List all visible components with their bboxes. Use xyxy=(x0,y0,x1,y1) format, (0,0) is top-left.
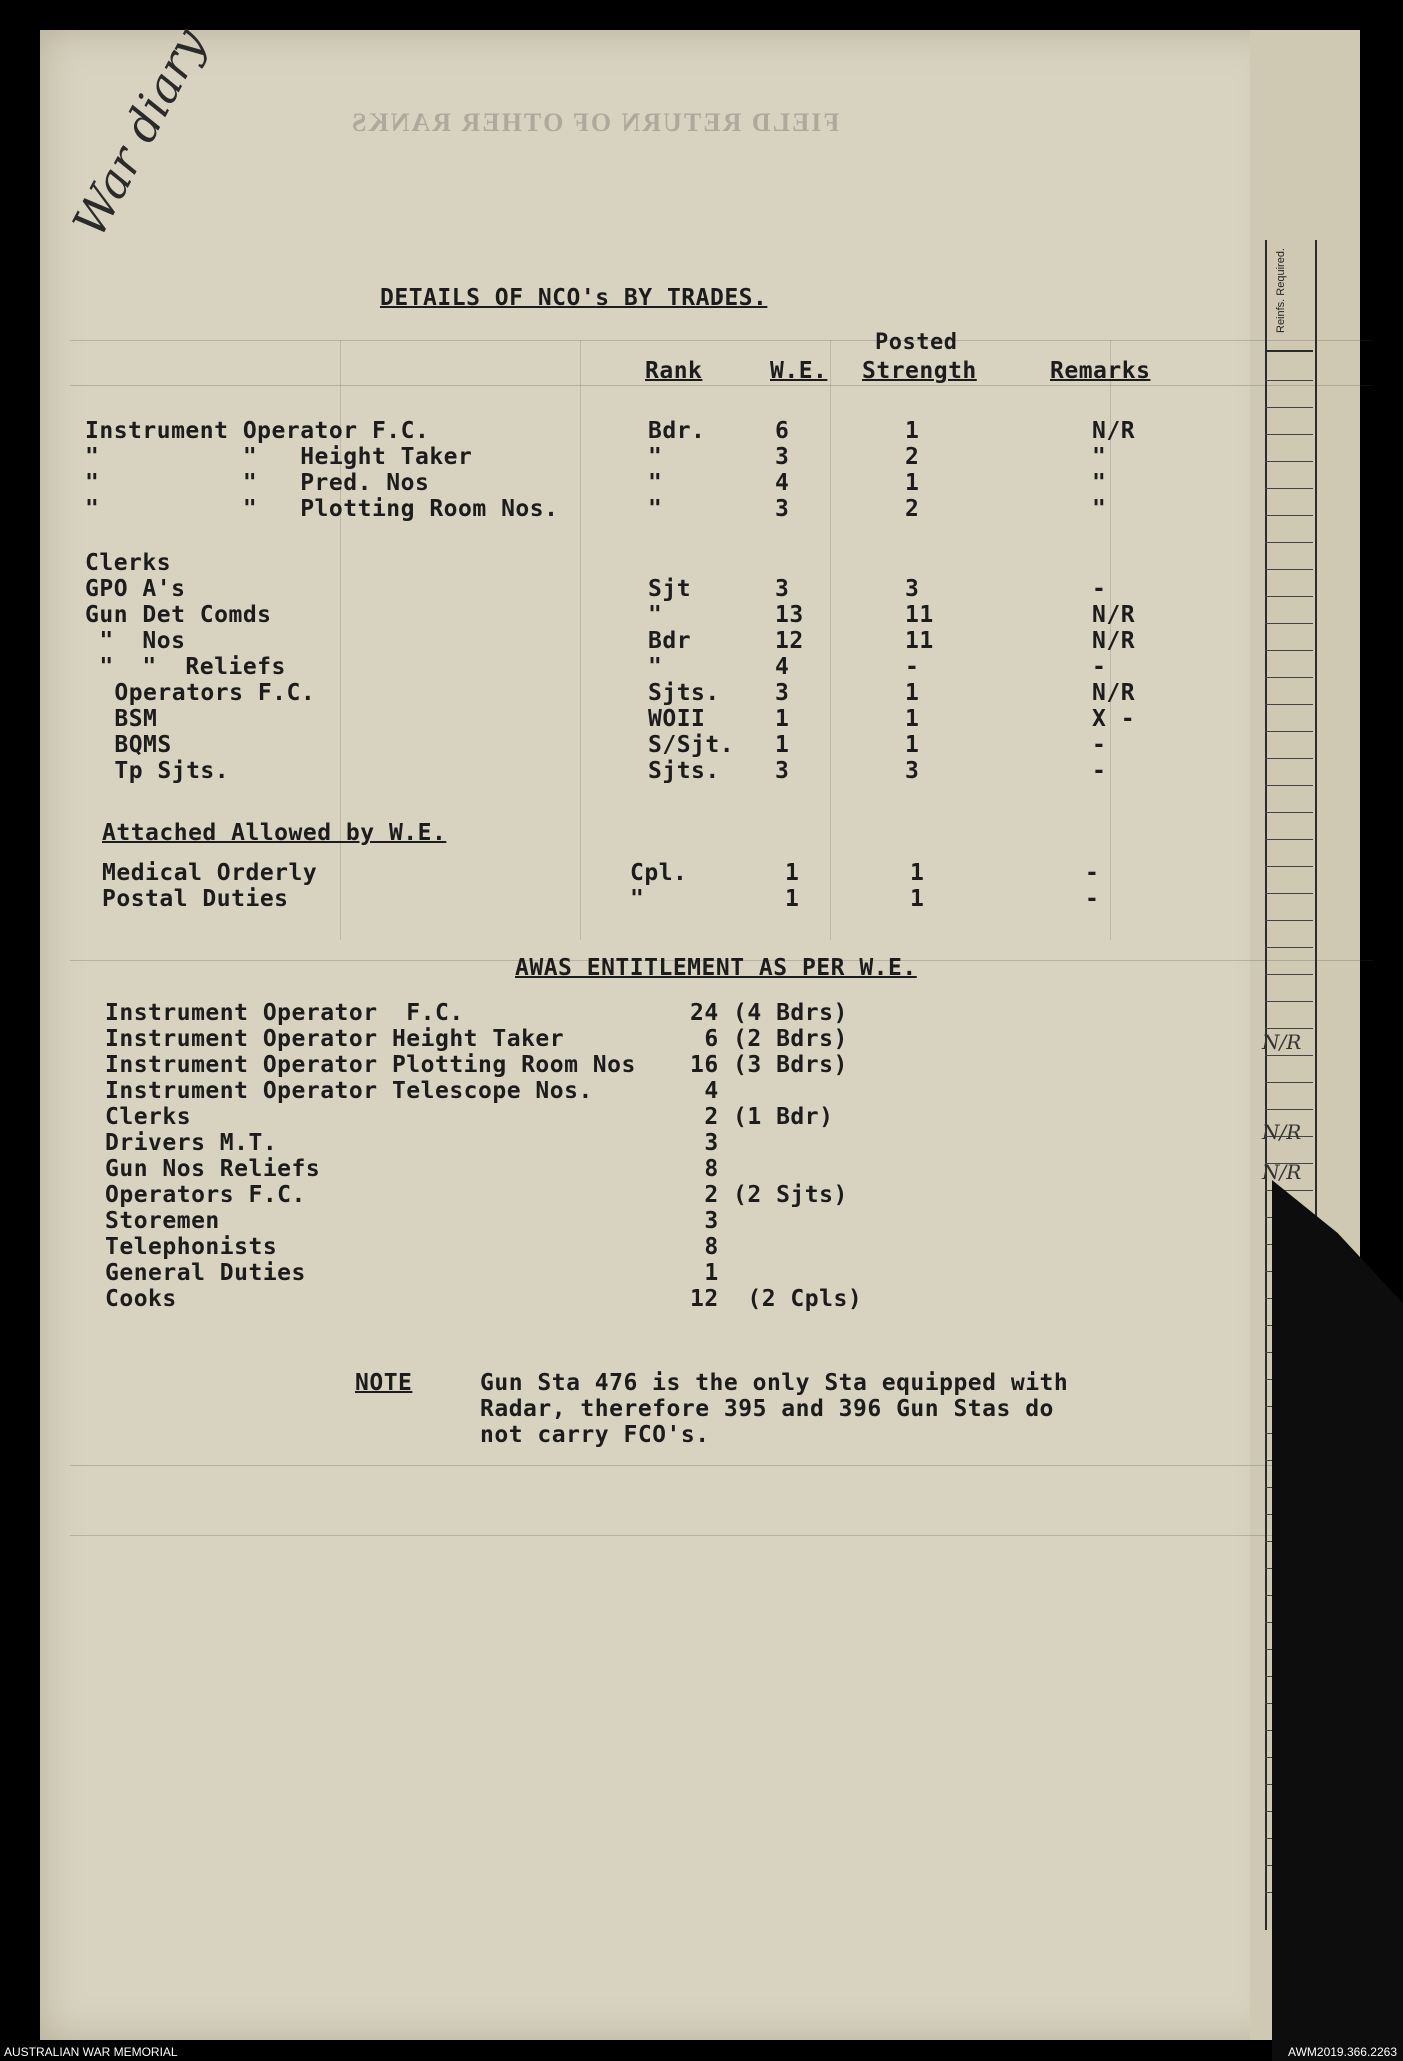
stub-rule xyxy=(1265,650,1313,651)
posted-cell: 11 xyxy=(905,628,934,654)
remarks-cell: - xyxy=(1085,886,1100,912)
we-cell: 3 xyxy=(775,576,790,602)
awas-count: 12 (2 Cpls) xyxy=(690,1286,863,1312)
rank-cell: " xyxy=(648,602,663,628)
rank-cell: Bdr xyxy=(648,628,692,654)
trade-label: BSM xyxy=(100,706,158,732)
rank-cell: " xyxy=(648,444,663,470)
awas-trade: Instrument Operator Telescope Nos. xyxy=(105,1078,593,1104)
trade-label: Operators F.C. xyxy=(100,680,316,706)
trade-label: BQMS xyxy=(100,732,172,758)
posted-cell: 3 xyxy=(905,576,920,602)
footer-source: AUSTRALIAN WAR MEMORIAL xyxy=(4,2045,178,2059)
remarks-cell: - xyxy=(1092,732,1107,758)
stub-rule xyxy=(1265,974,1313,975)
remarks-cell: " xyxy=(1092,444,1107,470)
stub-rule xyxy=(1265,1001,1313,1002)
trade-label: Clerks xyxy=(85,550,172,576)
posted-cell: 2 xyxy=(905,444,920,470)
rank-cell: S/Sjt. xyxy=(648,732,735,758)
trade-label: " " Pred. Nos xyxy=(85,470,430,496)
awas-count: 8 xyxy=(690,1234,719,1260)
note-line: not carry FCO's. xyxy=(480,1422,710,1448)
trade-label: Tp Sjts. xyxy=(100,758,230,784)
awas-count: 4 xyxy=(690,1078,719,1104)
awas-trade: Instrument Operator Height Taker xyxy=(105,1026,565,1052)
stub-rule xyxy=(1265,407,1313,408)
rank-cell: " xyxy=(630,886,645,912)
stub-rule xyxy=(1265,569,1313,570)
margin-note: N/R xyxy=(1262,1160,1302,1184)
trade-label: " " Reliefs xyxy=(85,654,286,680)
stub-header: Reinfs. Required. xyxy=(1265,240,1313,352)
rank-cell: Sjts. xyxy=(648,680,720,706)
margin-note: N/R xyxy=(1262,1030,1302,1054)
awas-trade: General Duties xyxy=(105,1260,306,1286)
stub-rule xyxy=(1265,380,1313,381)
stub-rule xyxy=(1265,1055,1313,1056)
awas-trade: Operators F.C. xyxy=(105,1182,306,1208)
awas-heading: AWAS ENTITLEMENT AS PER W.E. xyxy=(515,955,917,981)
trade-label: " Nos xyxy=(85,628,186,654)
trade-label: " " Height Taker xyxy=(85,444,473,470)
posted-cell: 1 xyxy=(910,886,925,912)
note-line: Gun Sta 476 is the only Sta equipped with xyxy=(480,1370,1069,1396)
trade-label: " " Plotting Room Nos. xyxy=(85,496,559,522)
we-cell: 12 xyxy=(775,628,804,654)
rank-cell: Cpl. xyxy=(630,860,688,886)
we-cell: 4 xyxy=(775,470,790,496)
posted-cell: 1 xyxy=(905,732,920,758)
remarks-cell: X - xyxy=(1092,706,1136,732)
rank-cell: " xyxy=(648,470,663,496)
ghost-rule xyxy=(70,340,1373,341)
rank-cell: " xyxy=(648,654,663,680)
posted-cell: 3 xyxy=(905,758,920,784)
posted-cell: 1 xyxy=(905,680,920,706)
trade-label: Postal Duties xyxy=(102,886,289,912)
awas-count: 8 xyxy=(690,1156,719,1182)
awas-trade: Drivers M.T. xyxy=(105,1130,278,1156)
awas-trade: Gun Nos Reliefs xyxy=(105,1156,321,1182)
stub-rule xyxy=(1265,839,1313,840)
stub-rule xyxy=(1265,704,1313,705)
stub-rule xyxy=(1265,461,1313,462)
remarks-cell: - xyxy=(1092,654,1107,680)
stub-rule xyxy=(1265,1109,1313,1110)
ghost-rule xyxy=(70,1465,1373,1466)
awas-trade: Instrument Operator F.C. xyxy=(105,1000,464,1026)
awas-trade: Storemen xyxy=(105,1208,220,1234)
remarks-cell: N/R xyxy=(1092,680,1136,706)
trade-label: GPO A's xyxy=(85,576,186,602)
awas-count: 1 xyxy=(690,1260,719,1286)
stub-rule xyxy=(1265,515,1313,516)
posted-cell: - xyxy=(905,654,920,680)
rank-cell: Bdr. xyxy=(648,418,706,444)
ghost-column xyxy=(830,340,831,940)
stub-rule xyxy=(1265,812,1313,813)
attached-heading: Attached Allowed by W.E. xyxy=(102,820,447,846)
trade-label: Medical Orderly xyxy=(102,860,318,886)
awas-count: 24 (4 Bdrs) xyxy=(690,1000,848,1026)
ghost-form-title: FIELD RETURN OF OTHER RANKS xyxy=(350,108,840,137)
remarks-cell: - xyxy=(1092,576,1107,602)
note-label: NOTE xyxy=(355,1370,413,1396)
stub-rule xyxy=(1265,893,1313,894)
awas-trade: Cooks xyxy=(105,1286,177,1312)
ghost-column xyxy=(580,340,581,940)
footer-accession: AWM2019.366.2263 xyxy=(1288,2045,1397,2059)
rank-header: Rank xyxy=(645,358,703,384)
awas-count: 3 xyxy=(690,1130,719,1156)
posted-header-line1: Posted xyxy=(875,330,958,355)
note-line: Radar, therefore 395 and 396 Gun Stas do xyxy=(480,1396,1054,1422)
rank-cell: WOII xyxy=(648,706,706,732)
stub-rule xyxy=(1265,623,1313,624)
ghost-rule xyxy=(70,1535,1373,1536)
we-cell: 1 xyxy=(785,860,800,886)
handwritten-war-diary: War diary xyxy=(62,19,217,246)
trade-label: Gun Det Comds xyxy=(85,602,272,628)
stub-rule xyxy=(1265,488,1313,489)
stub-rule xyxy=(1265,542,1313,543)
stub-rule xyxy=(1265,758,1313,759)
we-cell: 1 xyxy=(785,886,800,912)
remarks-cell: N/R xyxy=(1092,418,1136,444)
remarks-cell: N/R xyxy=(1092,628,1136,654)
remarks-header: Remarks xyxy=(1050,358,1151,384)
posted-cell: 1 xyxy=(905,418,920,444)
remarks-cell: - xyxy=(1085,860,1100,886)
stub-rule xyxy=(1265,1082,1313,1083)
stub-rule xyxy=(1265,947,1313,948)
stub-rule xyxy=(1265,866,1313,867)
awas-count: 2 (1 Bdr) xyxy=(690,1104,834,1130)
rank-cell: Sjts. xyxy=(648,758,720,784)
we-cell: 4 xyxy=(775,654,790,680)
rank-cell: " xyxy=(648,496,663,522)
nco-heading: DETAILS OF NCO's BY TRADES. xyxy=(380,285,768,311)
posted-cell: 2 xyxy=(905,496,920,522)
stub-rule xyxy=(1265,1028,1313,1029)
we-cell: 13 xyxy=(775,602,804,628)
stub-rule xyxy=(1265,677,1313,678)
awas-trade: Telephonists xyxy=(105,1234,278,1260)
ghost-rule xyxy=(70,385,1373,386)
torn-corner-shadow xyxy=(1272,1180,1403,2061)
we-cell: 1 xyxy=(775,732,790,758)
awas-trade: Clerks xyxy=(105,1104,192,1130)
posted-cell: 11 xyxy=(905,602,934,628)
awas-trade: Instrument Operator Plotting Room Nos xyxy=(105,1052,636,1078)
remarks-cell: " xyxy=(1092,470,1107,496)
awas-count: 3 xyxy=(690,1208,719,1234)
posted-cell: 1 xyxy=(910,860,925,886)
remarks-cell: - xyxy=(1092,758,1107,784)
we-cell: 3 xyxy=(775,444,790,470)
remarks-cell: " xyxy=(1092,496,1107,522)
we-cell: 3 xyxy=(775,680,790,706)
stub-rule xyxy=(1265,596,1313,597)
we-cell: 1 xyxy=(775,706,790,732)
stub-rule xyxy=(1265,785,1313,786)
we-header: W.E. xyxy=(770,358,828,384)
we-cell: 6 xyxy=(775,418,790,444)
we-cell: 3 xyxy=(775,496,790,522)
posted-cell: 1 xyxy=(905,706,920,732)
trade-label: Instrument Operator F.C. xyxy=(85,418,430,444)
awas-count: 6 (2 Bdrs) xyxy=(690,1026,848,1052)
we-cell: 3 xyxy=(775,758,790,784)
awas-count: 16 (3 Bdrs) xyxy=(690,1052,848,1078)
stub-rule xyxy=(1265,920,1313,921)
awas-count: 2 (2 Sjts) xyxy=(690,1182,848,1208)
stub-rule xyxy=(1265,731,1313,732)
posted-header-line2: Strength xyxy=(862,358,977,384)
stub-rule xyxy=(1265,434,1313,435)
posted-cell: 1 xyxy=(905,470,920,496)
remarks-cell: N/R xyxy=(1092,602,1136,628)
rank-cell: Sjt xyxy=(648,576,692,602)
margin-note: N/R xyxy=(1262,1120,1302,1144)
